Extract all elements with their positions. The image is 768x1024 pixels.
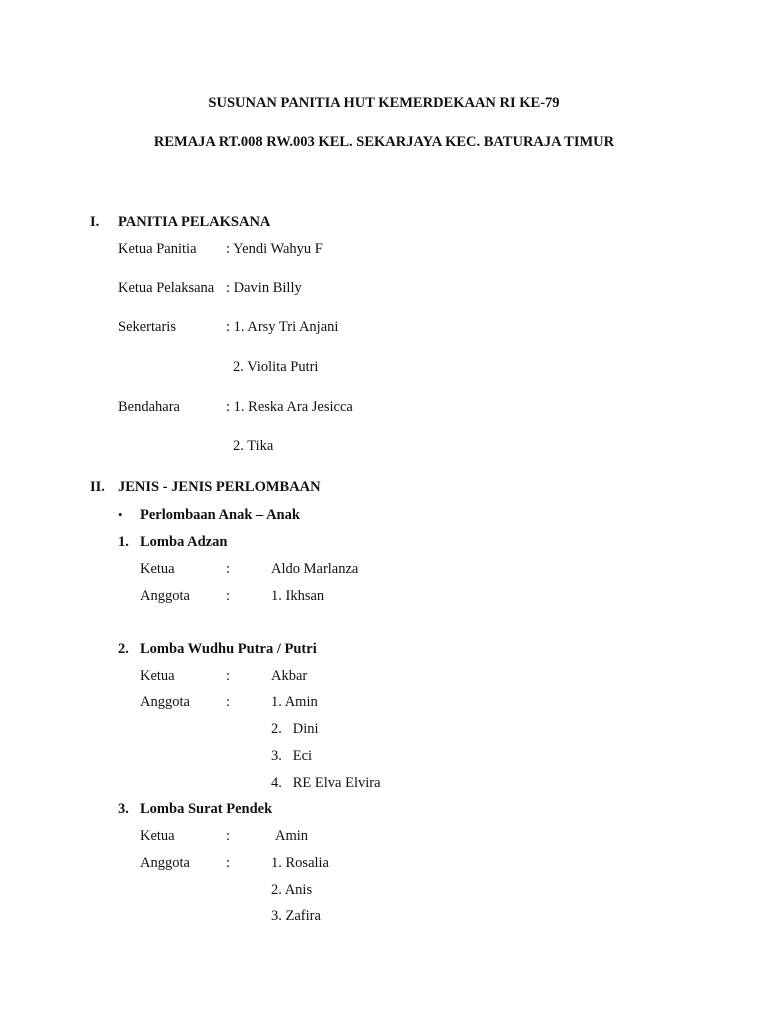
ketua-label: Ketua: [140, 668, 175, 684]
row-value: : Davin Billy: [226, 280, 302, 296]
anggota-item: 1. Rosalia: [271, 855, 329, 871]
ketua-name: Amin: [275, 828, 309, 844]
section-2-heading: JENIS - JENIS PERLOMBAAN: [118, 479, 321, 495]
ketua-name: Aldo Marlanza: [271, 561, 359, 577]
row-label: Ketua Panitia: [118, 241, 197, 257]
row-value: : 1. Arsy Tri Anjani: [226, 319, 339, 335]
bullet-icon: •: [118, 507, 123, 522]
colon: :: [226, 561, 231, 577]
document-title: SUSUNAN PANITIA HUT KEMERDEKAAN RI KE-79: [208, 95, 560, 111]
section-2-numeral: II.: [90, 479, 105, 495]
anggota-item: 2. Anis: [271, 882, 313, 898]
anggota-item: 2. Dini: [271, 721, 319, 737]
anggota-label: Anggota: [140, 694, 190, 710]
colon: :: [226, 855, 231, 871]
lomba-number: 3.: [118, 801, 129, 817]
anggota-item: 1. Amin: [271, 694, 318, 710]
lomba-title: Lomba Wudhu Putra / Putri: [140, 641, 317, 657]
ketua-label: Ketua: [140, 561, 175, 577]
anggota-item: 1. Ikhsan: [271, 588, 325, 604]
colon: :: [226, 668, 231, 684]
lomba-number: 1.: [118, 534, 129, 550]
ketua-name: Akbar: [271, 668, 308, 684]
row-label: Sekertaris: [118, 319, 176, 335]
colon: :: [226, 588, 231, 604]
colon: :: [226, 828, 231, 844]
document-subtitle: REMAJA RT.008 RW.003 KEL. SEKARJAYA KEC. BATURAJA TIMUR: [153, 134, 615, 150]
section-1-heading: PANITIA PELAKSANA: [118, 214, 271, 230]
lomba-number: 2.: [118, 641, 129, 657]
row-value: 2. Tika: [233, 438, 274, 454]
section-1-numeral: I.: [90, 214, 100, 230]
subheading: Perlombaan Anak – Anak: [140, 507, 300, 523]
lomba-title: Lomba Surat Pendek: [140, 801, 273, 817]
anggota-label: Anggota: [140, 588, 190, 604]
row-label: Bendahara: [118, 399, 180, 415]
anggota-item: 3. Zafira: [271, 908, 321, 924]
anggota-item: 3. Eci: [271, 748, 313, 764]
ketua-label: Ketua: [140, 828, 175, 844]
anggota-label: Anggota: [140, 855, 190, 871]
lomba-title: Lomba Adzan: [140, 534, 228, 550]
anggota-item: 4. RE Elva Elvira: [271, 775, 381, 791]
row-value: : Yendi Wahyu F: [226, 241, 323, 257]
row-value: 2. Violita Putri: [233, 359, 319, 375]
row-label: Ketua Pelaksana: [118, 280, 215, 296]
row-value: : 1. Reska Ara Jesicca: [226, 399, 353, 415]
colon: :: [226, 694, 231, 710]
